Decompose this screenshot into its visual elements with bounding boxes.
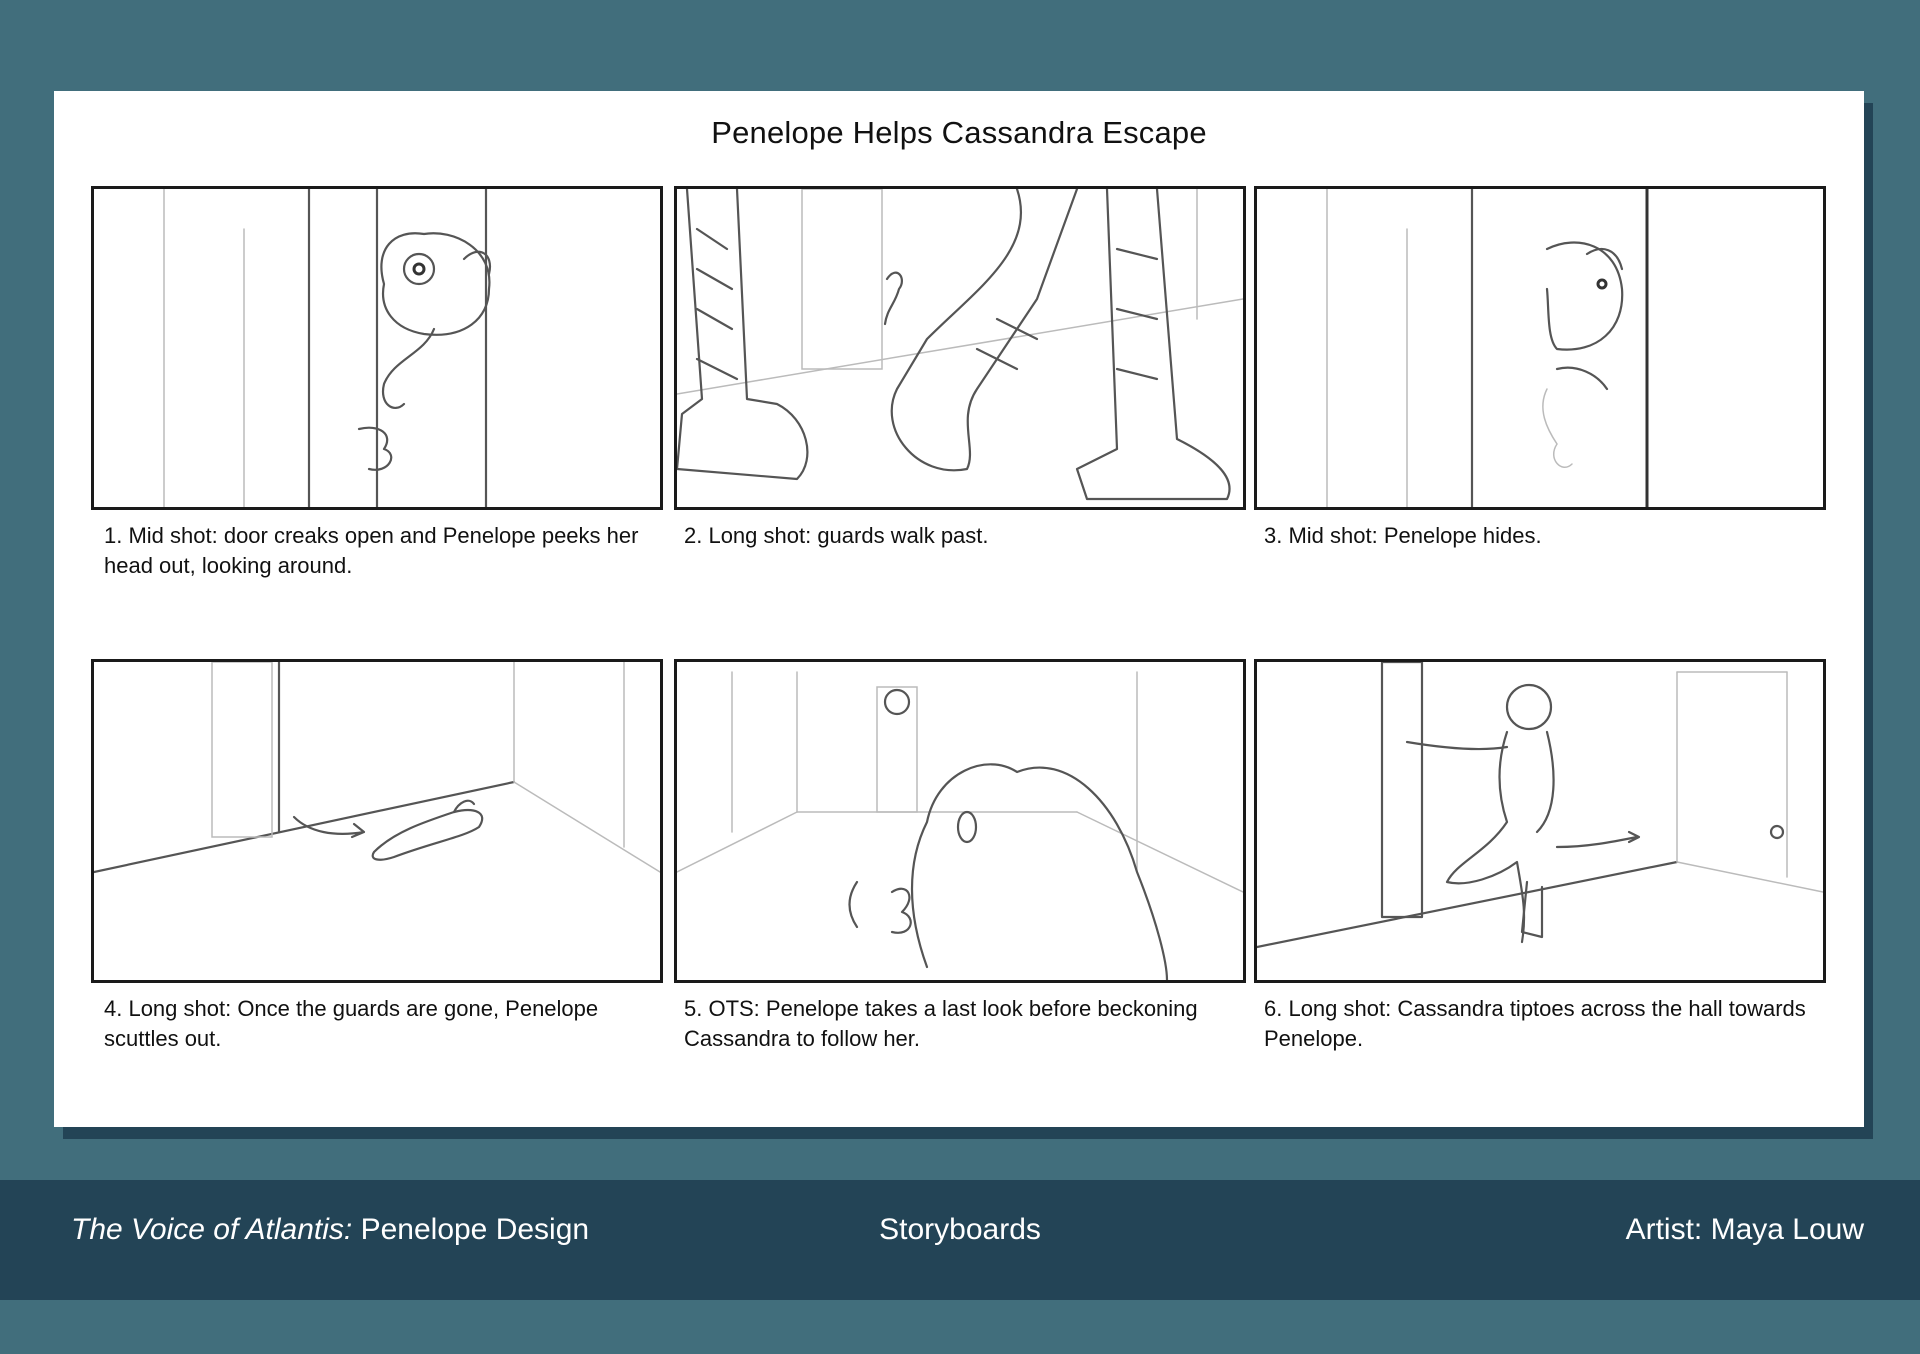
- footer-bar: [0, 1180, 1920, 1300]
- panel-2-sketch: [677, 189, 1243, 507]
- panel-4-caption: 4. Long shot: Once the guards are gone, Penelope scuttles out.: [104, 996, 599, 1051]
- panel-6-sketch: [1257, 662, 1823, 980]
- panel-5-sketch: [677, 662, 1243, 980]
- storyboard-title: Penelope Helps Cassandra Escape: [711, 115, 1207, 150]
- panel-4-sketch: [94, 662, 660, 980]
- panel-3-caption: 3. Mid shot: Penelope hides.: [1264, 523, 1542, 548]
- storyboard-panel-6: [1254, 659, 1826, 983]
- footer-project-title-italic: The Voice of Atlantis:: [71, 1213, 353, 1246]
- panel-2-caption: 2. Long shot: guards walk past.: [684, 523, 989, 548]
- storyboard-panel-5: [674, 659, 1246, 983]
- storyboard-panel-4: [91, 659, 663, 983]
- footer-artist: Artist: Maya Louw: [1625, 1213, 1864, 1246]
- storyboard-panel-1: [91, 186, 663, 510]
- panel-6-caption: 6. Long shot: Cassandra tiptoes across the hall towards Penelope.: [1264, 996, 1806, 1051]
- footer-section: Storyboards: [879, 1213, 1041, 1246]
- panel-5-caption: 5. OTS: Penelope takes a last look before beckoning Cassandra to follow her.: [684, 996, 1198, 1051]
- panel-3-sketch: [1257, 189, 1823, 507]
- footer-project-title-rest: Penelope Design: [352, 1213, 590, 1246]
- storyboard-panel-3: [1254, 186, 1826, 510]
- panel-1-sketch: [94, 189, 660, 507]
- panel-1-caption: 1. Mid shot: door creaks open and Penelope peeks her head out, looking around.: [104, 523, 639, 578]
- storyboard-panel-2: [674, 186, 1246, 510]
- storyboard-sheet: [54, 91, 1864, 1127]
